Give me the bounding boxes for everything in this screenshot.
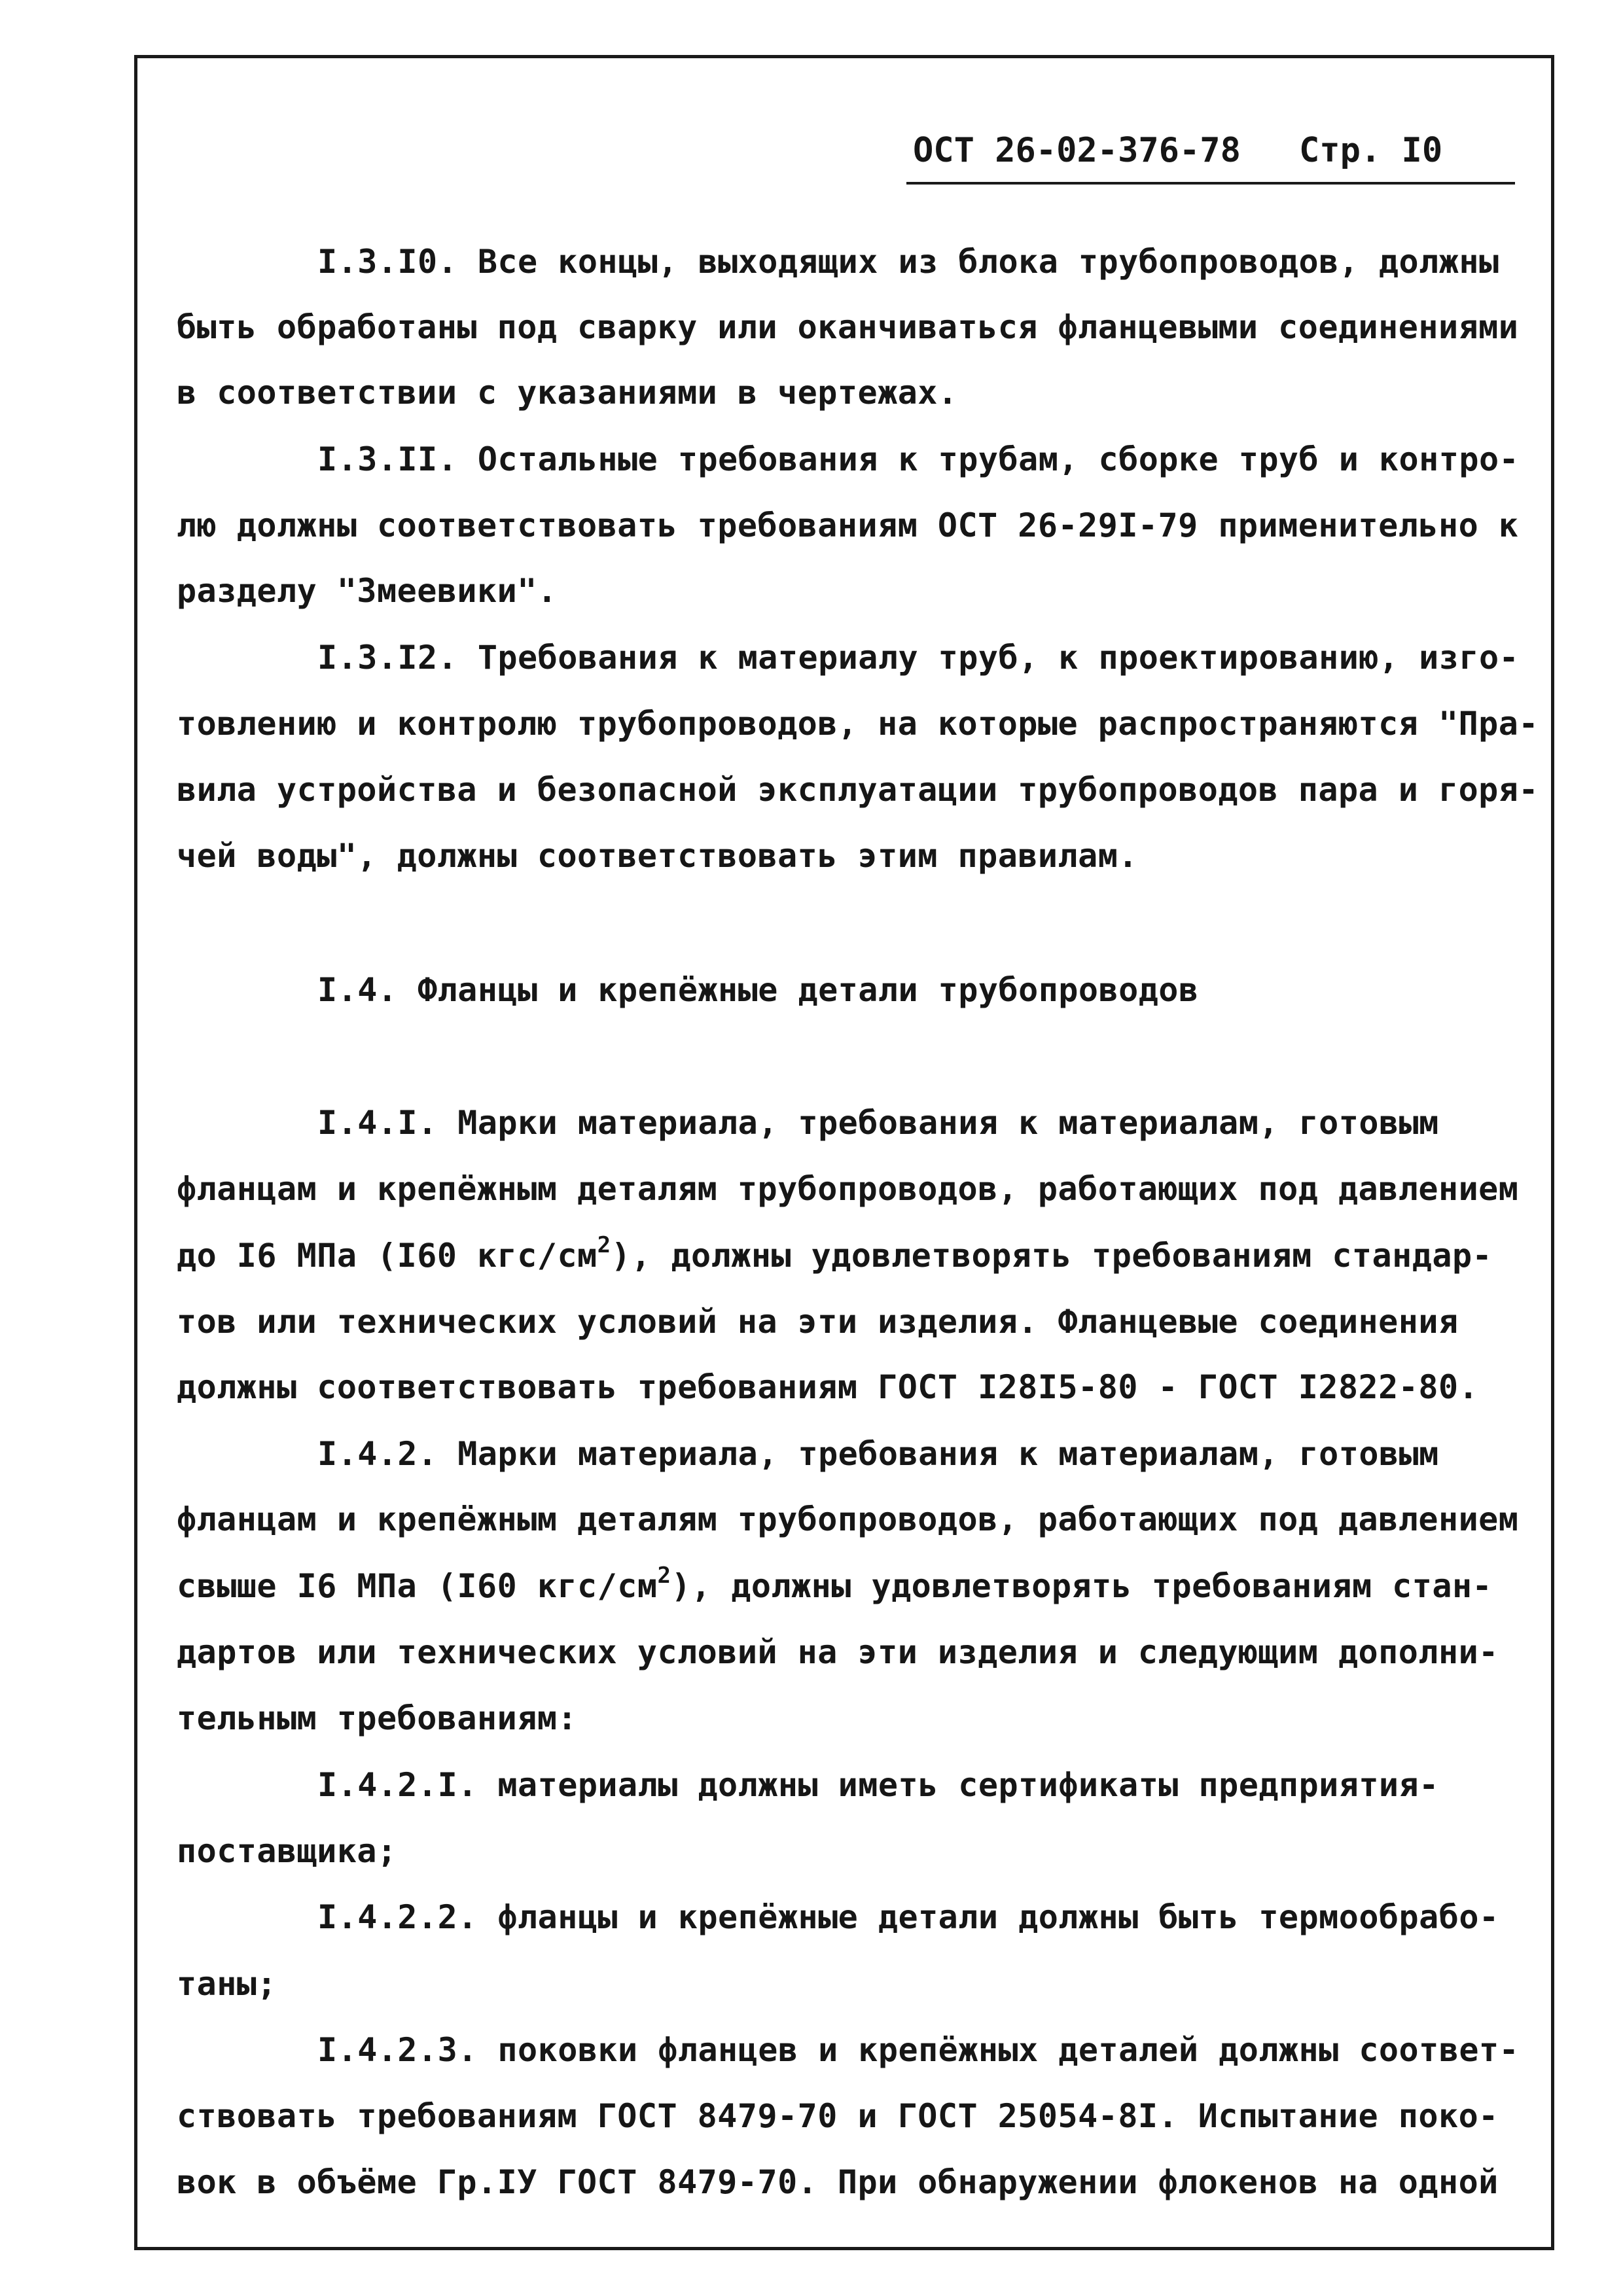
text-line: I.4.2.2. фланцы и крепёжные детали должны быть термообрабо- <box>317 1898 1499 1936</box>
text-line: I.3.II. Остальные требования к трубам, сборке труб и контро- <box>317 440 1520 478</box>
page-header <box>913 131 1502 183</box>
text-line: тов или технических условий на эти изделия. Фланцевые соединения <box>177 1303 1459 1341</box>
text-line: поставщика; <box>177 1832 397 1870</box>
text-line: свыше I6 МПа (I60 кгс/$см^2$), должны удовлетворять требованиям стан- <box>177 1563 1493 1605</box>
text-line: вила устройства и безопасной эксплуатации трубопроводов пара и горя- <box>177 771 1539 809</box>
section-heading: I.4. Фланцы и крепёжные детали трубопроводов <box>317 971 1199 1009</box>
header-underline <box>906 182 1515 185</box>
document-code: ОСТ 26-02-376-78 <box>913 131 1241 170</box>
superscript: 2 <box>657 1563 671 1589</box>
text-line: I.4.2.I. материалы должны иметь сертификаты предприятия- <box>317 1766 1439 1804</box>
text-line: быть обработаны под сварку или оканчиваться фланцевыми соединениями <box>177 308 1519 346</box>
page-number: Стр. I0 <box>1299 131 1443 170</box>
superscript: 2 <box>597 1232 611 1258</box>
text-line: товлению и контролю трубопроводов, на которые распространяются "Пра- <box>177 705 1539 743</box>
text-line: вок в объёме Гр.IУ ГОСТ 8479-70. При обнаружении флокенов на одной <box>177 2163 1499 2201</box>
text-line: лю должны соответствовать требованиям ОСТ 26-29I-79 применительно к <box>177 506 1519 544</box>
text-line: ствовать требованиям ГОСТ 8479-70 и ГОСТ 25054-8I. Испытание поко- <box>177 2097 1499 2135</box>
text-line: до I6 МПа (I60 кгс/$см^2$), должны удовлетворять требованиям стандар- <box>177 1232 1493 1275</box>
text-line: I.3.I0. Все концы, выходящих из блока трубопроводов, должны <box>317 243 1499 281</box>
text-line: должны соответствовать требованиям ГОСТ I28I5-80 - ГОСТ I2822-80. <box>177 1368 1479 1406</box>
text-line: I.4.I. Марки материала, требования к материалам, готовым <box>317 1104 1439 1142</box>
text-line: тельным требованиям: <box>177 1699 578 1737</box>
text-line: в соответствии с указаниями в чертежах. <box>177 374 958 412</box>
text-line: I.4.2. Марки материала, требования к материалам, готовым <box>317 1435 1439 1473</box>
text-line: фланцам и крепёжным деталям трубопроводов, работающих под давлением <box>177 1170 1519 1208</box>
text-line: чей воды", должны соответствовать этим правилам. <box>177 837 1138 875</box>
text-line: I.4.2.3. поковки фланцев и крепёжных деталей должны соответ- <box>317 2031 1520 2069</box>
text-line: дартов или технических условий на эти изделия и следующим дополни- <box>177 1633 1499 1671</box>
text-line: разделу "Змеевики". <box>177 572 558 610</box>
text-line: I.3.I2. Требования к материалу труб, к проектированию, изго- <box>317 639 1520 677</box>
text-line: фланцам и крепёжным деталям трубопроводов, работающих под давлением <box>177 1500 1519 1538</box>
text-line: таны; <box>177 1965 277 2003</box>
